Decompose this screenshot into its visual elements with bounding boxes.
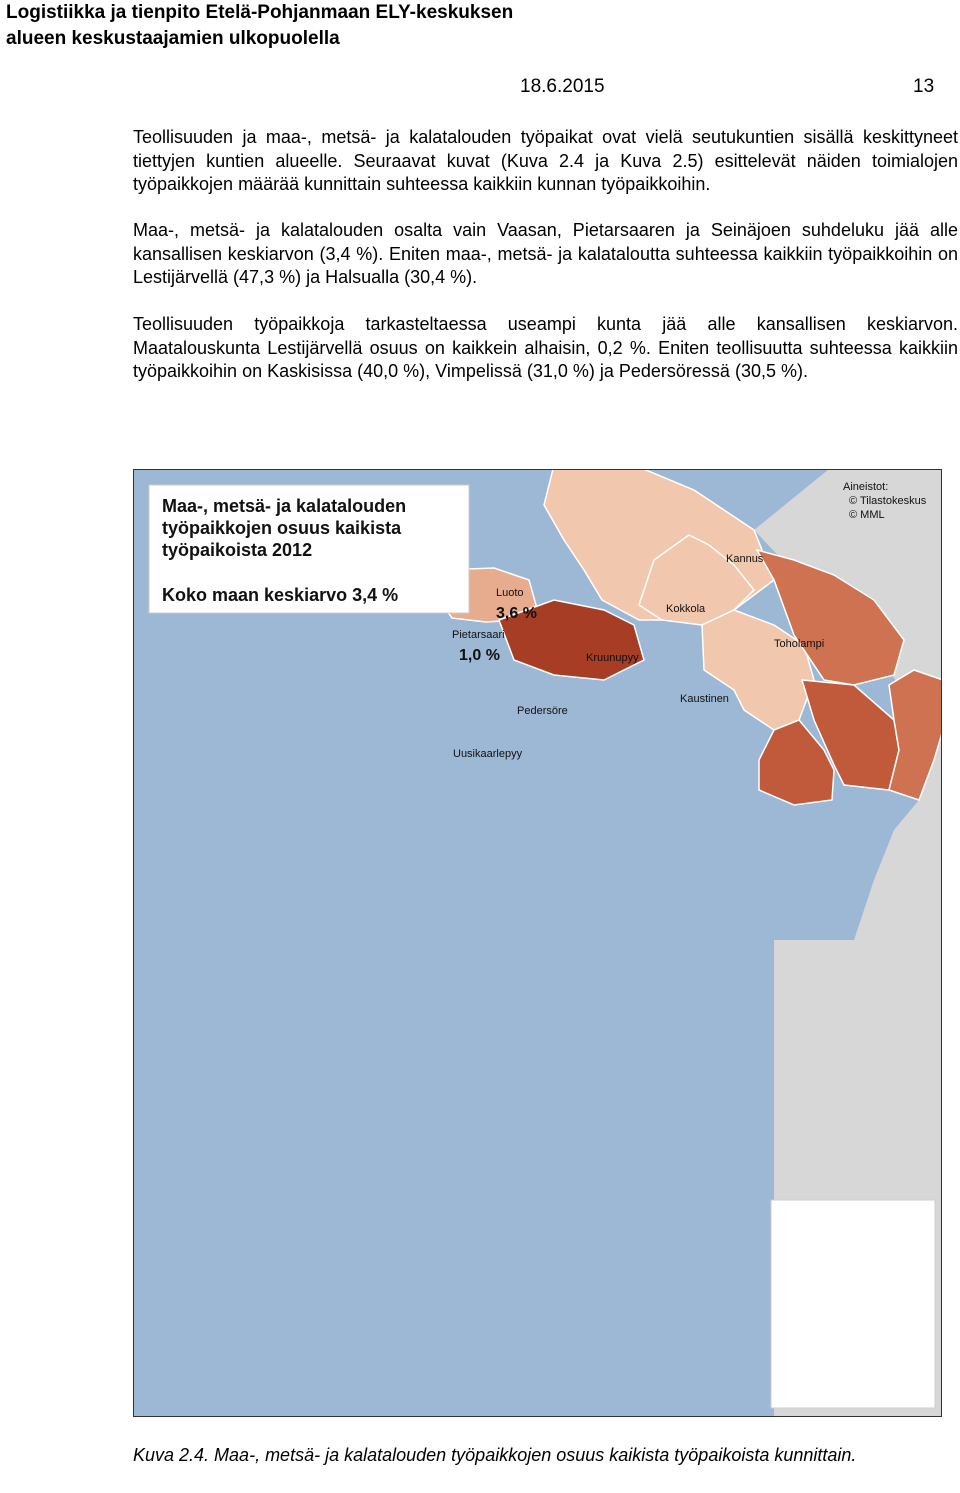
label-toholampi: Toholampi: [774, 638, 825, 650]
paragraph-3: Teollisuuden työpaikkoja tarkasteltaessa useampi kunta jää alle kansallisen keskiarvon. Maatalouskunta Lestijärvellä osuus on kaikkein alhaisin, 0,2 %. Eniten teollisuutta suhteessa kaikkiin työpaikkoihin on Kaskisissa (40,0 %), Vimpelissä (31,0 %) ja Pedersöressä (30,5 %).: [133, 314, 958, 381]
map-average-text: Koko maan keskiarvo 3,4 %: [162, 585, 399, 605]
map-frame: [133, 469, 942, 1417]
label-pedersore: Pedersöre: [517, 705, 568, 717]
page-number: 13: [913, 76, 935, 97]
document-date: 18.6.2015: [520, 76, 605, 97]
label-luoto: Luoto: [496, 587, 524, 599]
label-kannus: Kannus: [726, 553, 764, 565]
value-pietarsaari: 1,0 %: [459, 647, 500, 664]
value-luoto: 3,6 %: [496, 605, 537, 622]
map-title-line-1: Maa-, metsä- ja kalatalouden: [162, 496, 407, 516]
label-kaustinen: Kaustinen: [680, 693, 729, 705]
choropleth-map: [134, 470, 942, 1417]
figure-caption: Kuva 2.4. Maa-, metsä- ja kalatalouden työpaikkojen osuus kaikista työpaikoista kunnittain.: [133, 1445, 857, 1465]
map-legend: [771, 1200, 935, 1408]
label-pietarsaari: Pietarsaari: [452, 629, 505, 641]
map-title-box: [149, 485, 469, 613]
map-title-line-2: työpaikkojen osuus kaikista: [162, 518, 402, 538]
source-mml: © MML: [849, 509, 885, 521]
label-kokkola: Kokkola: [666, 603, 706, 615]
document-header-title: Logistiikka ja tienpito Etelä-Pohjanmaan ELY-keskuksen alueen keskustaajamien ulkopuolella: [6, 2, 514, 49]
paragraph-2: Maa-, metsä- ja kalatalouden osalta vain Vaasan, Pietarsaaren ja Seinäjoen suhdeluku jää alle kansallisen keskiarvon (3,4 %). Eniten maa-, metsä- ja kalataloutta suhteessa kaikkiin työpaikkoihin on Lestijärvellä (47,3 %) ja Halsualla (30,4 %).: [133, 220, 958, 287]
source-tilastokeskus: © Tilastokeskus: [849, 495, 927, 507]
label-kruunupyy: Kruunupyy: [586, 652, 639, 664]
sources-title: Aineistot:: [843, 481, 889, 493]
paragraph-1: Teollisuuden ja maa-, metsä- ja kalatalouden työpaikat ovat vielä seutukuntien sisällä keskittyneet tiettyjen kuntien alueelle. Seuraavat kuvat (Kuva 2.4 ja Kuva 2.5) esittelevät näiden toimialojen työpaikkojen määrää kunnittain suhteessa kaikkiin kunnan työpaikkoihin.: [133, 127, 958, 194]
label-uusikaarlepyy: Uusikaarlepyy: [453, 748, 523, 760]
map-title-line-3: työpaikoista 2012: [162, 540, 313, 560]
